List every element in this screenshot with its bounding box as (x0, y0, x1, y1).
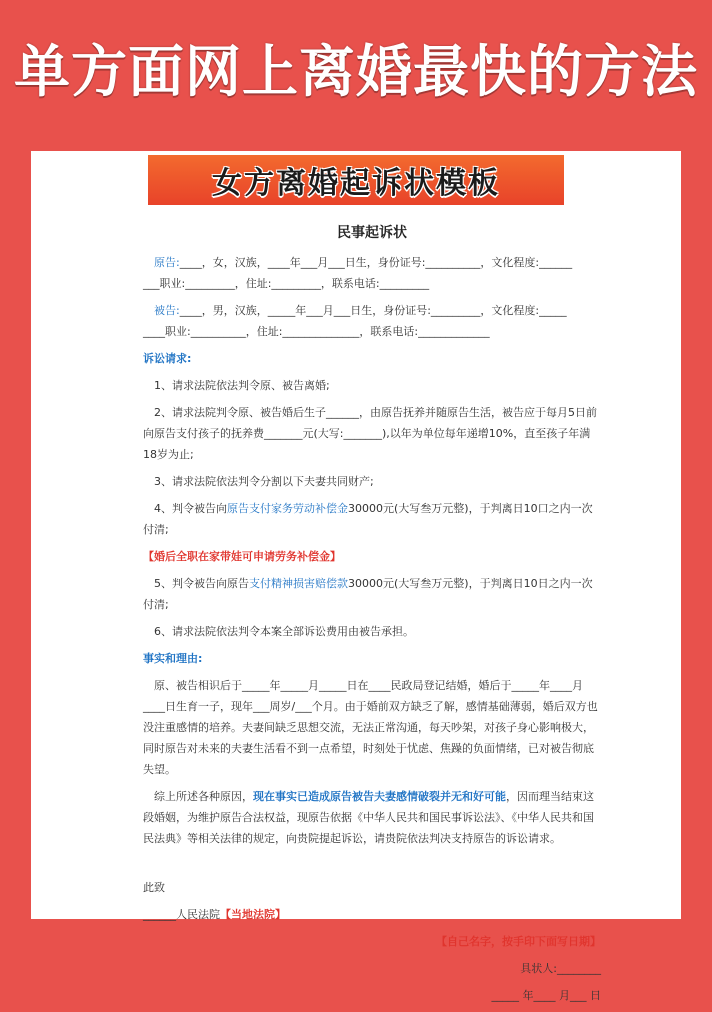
facts-2-post: ，因而理当结束这段婚姻，为维护原告合法权益，现原告依据《中华人民共和国民事诉讼法》、《中华人民共和国民法典》等相关法律的规定，向贵院提起诉讼，请贵院依法判决支持原告的诉讼请求。 (143, 790, 594, 845)
banner-label: 女方离婚起诉状模板 (212, 166, 500, 201)
claim-5 (143, 573, 601, 615)
plaintiff-info (143, 252, 601, 294)
claim-5-pre: 5、判令被告向原告 (154, 577, 249, 590)
claim-4 (143, 498, 601, 540)
claim-4-pre: 4、判令被告向 (154, 502, 227, 515)
claim-3: 3、请求法院依法判令分割以下夫妻共同财产; (154, 475, 374, 488)
date-line: _____ 年____ 月___ 日 (491, 989, 601, 1002)
signature-note: 【自己名字，按手印下面写日期】 (436, 935, 601, 948)
complaint-document (143, 223, 601, 1012)
claim-5-post: 30000元(大写叁万元整)，于判离日10日之内一次付清; (143, 577, 593, 611)
plaintiff-label: 原告: (154, 256, 180, 269)
claims-heading: 诉讼请求: (143, 352, 192, 365)
facts-paragraph-1: 原、被告相识后于_____年_____月_____日在____民政局登记结婚，婚后于_____年____月____日生育一子，现年___周岁/___个月。由于婚前双方缺乏了解，感情基础薄弱，婚后双方也没注重感情的培养。夫妻间缺乏思想交流，无法正常沟通，每天吵架，对孩子身心影响极大，同时原告对未来的夫妻生活看不到一点希望，时刻处于忧虑、焦躁的负面情绪，已对被告彻底失望。 (143, 679, 598, 776)
template-banner (148, 155, 564, 205)
defendant-line1: ____，男，汉族，_____年___月___日生，身份证号:_________，文化程度:_____ (179, 304, 567, 317)
defendant-info (143, 300, 601, 342)
plaintiff-line1: ____，女，汉族，____年___月___日生，身份证号:__________，文化程度:______ (179, 256, 573, 269)
facts-2-highlight: 现在事实已造成原告被告夫妻感情破裂并无和好可能 (253, 790, 506, 803)
claim-4-highlight: 原告支付家务劳动补偿金 (227, 502, 348, 515)
defendant-label: 被告: (154, 304, 180, 317)
labor-compensation-note: 【婚后全职在家带娃可申请劳务补偿金】 (143, 550, 341, 563)
defendant-line2: ____职业:__________，住址:______________，联系电话:_____________ (143, 325, 490, 338)
facts-paragraph-2 (143, 786, 601, 849)
court-name: ______人民法院 (143, 908, 220, 921)
claim-1: 1、请求法院依法判令原、被告离婚; (154, 379, 330, 392)
facts-heading: 事实和理由: (143, 652, 203, 665)
claim-6: 6、请求法院依法判令本案全部诉讼费用由被告承担。 (154, 625, 414, 638)
document-page (31, 151, 681, 1002)
claim-4-post: 30000元(大写叁万元整)，于判离日10口之内一次付清; (143, 502, 593, 536)
plaintiff-line2: ___职业:_________，住址:_________，联系电话:_________ (143, 277, 430, 290)
signer-line: 具状人:________ (520, 962, 601, 975)
facts-2-pre: 综上所述各种原因， (154, 790, 253, 803)
document-title: 民事起诉状 (337, 225, 407, 241)
court-line (143, 904, 601, 925)
cizhi: 此致 (143, 881, 165, 894)
claim-5-highlight: 支付精神损害赔偿款 (249, 577, 348, 590)
claim-2: 2、请求法院判令原、被告婚后生子______，由原告抚养并随原告生活，被告应于每月5日前向原告支付孩子的抚养费_______元(大写:_______),以年为单位每年递增10%，直至孩子年满18岁为止; (143, 406, 597, 461)
court-note: 【当地法院】 (220, 908, 286, 921)
page-title: 单方面网上离婚最快的方法 (14, 40, 698, 105)
